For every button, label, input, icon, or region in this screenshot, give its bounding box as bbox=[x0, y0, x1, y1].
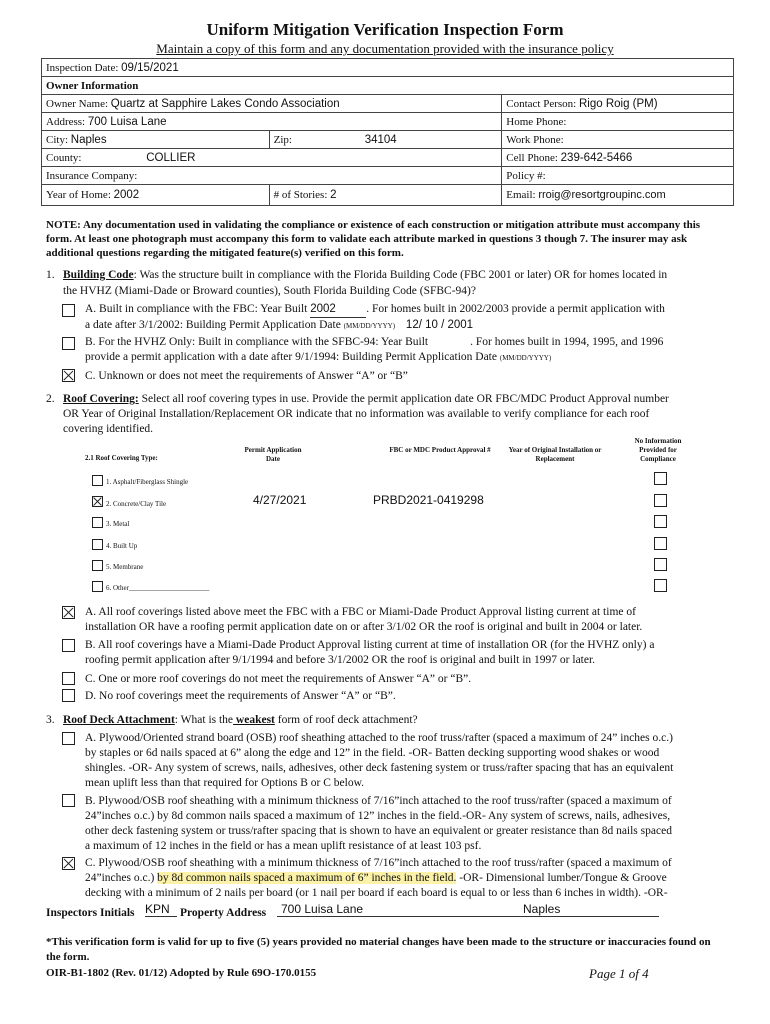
col-no-information: No Information Provided for Compliance bbox=[634, 437, 682, 463]
year-of-home-field[interactable]: 2002 bbox=[113, 189, 140, 201]
roof-type-2-label: 2. Concrete/Clay Tile bbox=[106, 500, 167, 508]
q3-c-line2: 24”inches o.c.) by 8d common nails spaced a maximum of 6” inches in the field. -OR- Dimensional lumber/Tongue & Groove bbox=[85, 872, 667, 884]
county-field[interactable]: COLLIER bbox=[146, 151, 196, 164]
roof-type-5-noinfo-checkbox[interactable] bbox=[654, 558, 667, 571]
contact-person-field[interactable]: Rigo Roig (PM) bbox=[578, 97, 658, 110]
q3-number: 3. bbox=[46, 714, 55, 726]
q1-b-line2: provide a permit application with a date after 9/1/1994: Building Permit Application Date (MM/DD/YYYY) bbox=[85, 351, 552, 363]
policy-cell[interactable]: Policy #: bbox=[502, 167, 734, 185]
property-city: Naples bbox=[523, 902, 561, 916]
q3-b-line1: B. Plywood/OSB roof sheathing with a minimum thickness of 7/16”inch attached to the roof truss/rafter (spaced a maximum of bbox=[85, 795, 672, 807]
q2-d-text: D. No roof coverings meet the requirements of Answer “A” or “B”. bbox=[85, 690, 396, 702]
q2-line3: covering identified. bbox=[63, 423, 154, 435]
q3-b-line4: a maximum of 12 inches in the field or has a mean uplift resistance of at least 103 psf. bbox=[85, 840, 482, 852]
inspection-date-field[interactable]: 09/15/2021 bbox=[121, 61, 179, 74]
roof-type-4-checkbox[interactable] bbox=[92, 539, 103, 550]
insurance-company-cell[interactable]: Insurance Company: bbox=[42, 167, 502, 185]
property-address-label: Property Address bbox=[180, 907, 267, 919]
q2-b-line2: roofing permit application after 9/1/1994 and before 3/1/2002 OR the roof is original and built in 1997 or later. bbox=[85, 654, 596, 666]
form-identifier: OIR-B1-1802 (Rev. 01/12) Adopted by Rule 69O-170.0155 bbox=[46, 967, 317, 979]
form-subtitle: Maintain a copy of this form and any documentation provided with the insurance policy bbox=[156, 41, 614, 56]
owner-information-heading: Owner Information bbox=[42, 77, 734, 95]
q3-c-line1: C. Plywood/OSB roof sheathing with a minimum thickness of 7/16”inch attached to the roof truss/rafter (spaced a maximum of bbox=[85, 857, 672, 869]
address-cell: Address: 700 Luisa Lane bbox=[42, 113, 502, 131]
q1-a-line1: A. Built in compliance with the FBC: Year Built 2002 . For homes built in 2002/2003 provide a permit application with bbox=[85, 302, 665, 318]
city-cell: City: Naples bbox=[42, 131, 270, 149]
email-field[interactable]: rroig@resortgroupinc.com bbox=[538, 189, 666, 201]
stories-cell: # of Stories: 2 bbox=[269, 185, 502, 206]
contact-cell: Contact Person: Rigo Roig (PM) bbox=[502, 95, 734, 113]
roof-type-5-label: 5. Membrane bbox=[106, 563, 144, 571]
q2-line2: OR Year of Original Installation/Replacement OR indicate that no information was available to verify compliance for each roof bbox=[63, 408, 650, 420]
zip-cell: Zip: 34104 bbox=[269, 131, 502, 149]
q3-a-line3: shingles. -OR- Any system of screws, nails, adhesives, other deck fastening system or truss/rafter spacing that has an equivalent bbox=[85, 762, 674, 774]
q2-b-line1: B. All roof coverings have a Miami-Dade Product Approval listing current at time of installation OR (for the HVHZ only) a bbox=[85, 639, 655, 651]
q2-a-checkbox[interactable] bbox=[62, 606, 75, 619]
cell-phone-cell: Cell Phone: 239-642-5466 bbox=[502, 149, 734, 167]
roof-type-6-checkbox[interactable] bbox=[92, 581, 103, 592]
roof-type-6-label: 6. Other_______________________ bbox=[106, 584, 210, 592]
roof-type-2-approval[interactable]: PRBD2021-0419298 bbox=[373, 493, 484, 507]
q1-a-line2: a date after 3/1/2002: Building Permit Application Date (MM/DD/YYYY) 12/ 10 / 2001 bbox=[85, 319, 474, 331]
q1-a-checkbox[interactable] bbox=[62, 304, 75, 317]
q1-line1: Building Code: Was the structure built in compliance with the Florida Building Code (FBC 2001 or later) OR for homes located in bbox=[63, 269, 668, 281]
cell-phone-field[interactable]: 239-642-5466 bbox=[560, 151, 633, 164]
col-permit-date: Permit Application Date bbox=[244, 446, 302, 463]
owner-info-table bbox=[41, 58, 734, 206]
roof-type-3-checkbox[interactable] bbox=[92, 517, 103, 528]
q2-d-checkbox[interactable] bbox=[62, 689, 75, 702]
q3-b-checkbox[interactable] bbox=[62, 794, 75, 807]
email-cell: Email: rroig@resortgroupinc.com bbox=[502, 185, 734, 206]
roof-type-2-noinfo-checkbox[interactable] bbox=[654, 494, 667, 507]
address-field[interactable]: 700 Luisa Lane bbox=[87, 115, 167, 128]
q1-line2: the HVHZ (Miami-Dade or Broward counties), South Florida Building Code (SFBC-94)? bbox=[63, 285, 476, 297]
city-field[interactable]: Naples bbox=[70, 133, 107, 146]
q2-c-text: C. One or more roof coverings do not meet the requirements of Answer “A” or “B”. bbox=[85, 673, 472, 685]
q2-line1: Roof Covering: Select all roof covering types in use. Provide the permit application date OR FBC/MDC Product Approval number bbox=[63, 393, 669, 405]
validity-notice: *This verification form is valid for up to five (5) years provided no material changes have been made to the structure or inaccuracies found on the form. bbox=[46, 936, 711, 963]
roof-type-5-checkbox[interactable] bbox=[92, 560, 103, 571]
roof-type-3-label: 3. Metal bbox=[106, 520, 130, 528]
q3-a-line2: by staples or 6d nails spaced at 6” along the edge and 12” in the field. -OR- Batten decking supporting wood shakes or wood bbox=[85, 747, 660, 759]
roof-type-1-noinfo-checkbox[interactable] bbox=[654, 472, 667, 485]
zip-field[interactable]: 34104 bbox=[364, 133, 397, 146]
owner-name-field[interactable]: Quartz at Sapphire Lakes Condo Association bbox=[110, 97, 340, 110]
property-address-field[interactable] bbox=[277, 902, 659, 917]
page-number: Page 1 of 4 bbox=[589, 966, 649, 981]
q3-a-line1: A. Plywood/Oriented strand board (OSB) roof sheathing attached to the roof truss/rafter (spaced a maximum of 24” inches o.c.) bbox=[85, 732, 673, 744]
q1-c-checkbox[interactable] bbox=[62, 369, 75, 382]
q2-a-line2: installation OR have a roofing permit application date on or after 3/1/02 OR the roof is original and built in 2004 or later. bbox=[85, 621, 643, 633]
q1-b-line1: B. For the HVHZ Only: Built in compliance with the SFBC-94: Year Built . For homes built in 1994, 1995, and 1996 bbox=[85, 336, 664, 348]
stories-field[interactable]: 2 bbox=[330, 189, 337, 201]
year-of-home-cell: Year of Home: 2002 bbox=[42, 185, 270, 206]
inspector-initials-field[interactable]: KPN bbox=[145, 902, 177, 917]
q2-a-line1: A. All roof coverings listed above meet the FBC with a FBC or Miami-Dade Product Approval listing current at time of bbox=[85, 606, 636, 618]
q1-number: 1. bbox=[46, 269, 55, 281]
q3-c-line3: decking with a minimum of 2 nails per board (or 1 nail per board if each board is equal to or less than 6 inches in width). -OR- bbox=[85, 887, 668, 899]
q3-c-checkbox[interactable] bbox=[62, 857, 75, 870]
q3-a-checkbox[interactable] bbox=[62, 732, 75, 745]
note-paragraph: NOTE: Any documentation used in validating the compliance or existence of each construction or mitigation attribute must accompany this form. At least one photograph must accompany this form to validate each attribute marked in questions 3 though 7. The insurer may ask additional questions regarding the mitigated feature(s) verified on this form. bbox=[46, 219, 701, 259]
county-cell: County: COLLIER bbox=[42, 149, 502, 167]
q1-b-checkbox[interactable] bbox=[62, 337, 75, 350]
q3-b-line3: other deck fastening system or truss/rafter spacing that is shown to have an equivalent or greater resistance than 8d nails spaced bbox=[85, 825, 672, 837]
highlighted-text: by 8d common nails spaced a maximum of 6” inches in the field. bbox=[157, 872, 457, 884]
q2-c-checkbox[interactable] bbox=[62, 672, 75, 685]
roof-type-3-noinfo-checkbox[interactable] bbox=[654, 515, 667, 528]
form-title: Uniform Mitigation Verification Inspection Form bbox=[206, 20, 564, 39]
roof-type-4-noinfo-checkbox[interactable] bbox=[654, 537, 667, 550]
roof-type-1-checkbox[interactable] bbox=[92, 475, 103, 486]
col-year-installation: Year of Original Installation or Replacement bbox=[508, 446, 602, 463]
roof-type-4-label: 4. Built Up bbox=[106, 542, 138, 550]
roof-type-2-permit-date[interactable]: 4/27/2021 bbox=[253, 493, 307, 507]
home-phone-cell[interactable]: Home Phone: bbox=[502, 113, 734, 131]
q1-year-built-field[interactable]: 2002 bbox=[310, 302, 366, 318]
roof-type-2-checkbox[interactable] bbox=[92, 496, 103, 507]
q1-c-text: C. Unknown or does not meet the requirements of Answer “A” or “B” bbox=[85, 370, 408, 382]
q1-permit-date-field[interactable]: 12/ 10 / 2001 bbox=[405, 319, 474, 331]
roof-type-1-label: 1. Asphalt/Fiberglass Shingle bbox=[106, 478, 189, 486]
col-roof-type: 2.1 Roof Covering Type: bbox=[85, 454, 158, 462]
q3-a-line4: mean uplift less than that required for Options B or C below. bbox=[85, 777, 365, 789]
q3-line1: Roof Deck Attachment: What is the weakest form of roof deck attachment? bbox=[63, 714, 418, 726]
owner-name-cell: Owner Name: Quartz at Sapphire Lakes Condo Association bbox=[42, 95, 502, 113]
inspection-date-row: Inspection Date: 09/15/2021 bbox=[42, 59, 734, 77]
q2-b-checkbox[interactable] bbox=[62, 639, 75, 652]
q2-number: 2. bbox=[46, 393, 55, 405]
property-street: 700 Luisa Lane bbox=[281, 902, 364, 916]
roof-type-6-noinfo-checkbox[interactable] bbox=[654, 579, 667, 592]
col-product-approval: FBC or MDC Product Approval # bbox=[389, 446, 491, 454]
work-phone-cell[interactable]: Work Phone: bbox=[502, 131, 734, 149]
inspector-initials-label: Inspectors Initials bbox=[46, 907, 135, 919]
q3-b-line2: 24”inches o.c.) by 8d common nails spaced a maximum of 12” inches in the field.-OR- Any system of screws, nails, adhesives, bbox=[85, 810, 671, 822]
